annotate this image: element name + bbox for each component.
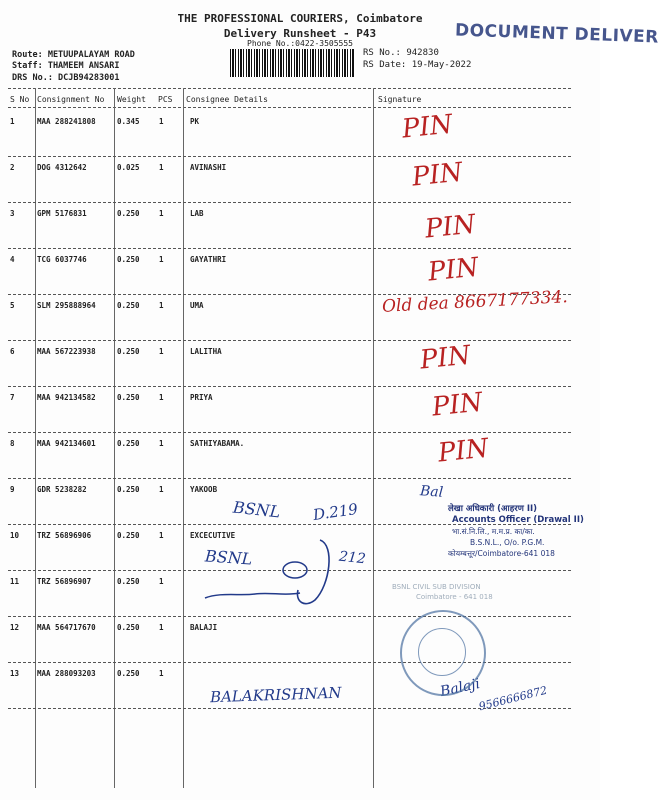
cell-consignment-no: TRZ 56896907 (37, 577, 92, 586)
row-rule (8, 156, 571, 157)
rs-number: RS No.: 942830 (363, 48, 439, 58)
cell-consignment-no: DOG 4312642 (37, 163, 87, 172)
cell-sno: 6 (10, 347, 15, 356)
runsheet-title: Delivery Runsheet - P43 (223, 27, 377, 40)
cell-consignee: AVINASHI (190, 163, 227, 172)
cell-sno: 13 (10, 669, 20, 678)
cell-weight: 0.250 (117, 301, 140, 310)
round-seal (400, 610, 486, 696)
cell-consignment-no: TRZ 56896906 (37, 531, 92, 540)
col-divider (183, 88, 184, 788)
cell-sno: 12 (10, 623, 20, 632)
cell-consignee: YAKOOB (190, 485, 218, 494)
stamp-officer-english: Accounts Officer (Drawal II) (452, 515, 584, 525)
cell-pcs: 1 (159, 163, 164, 172)
cell-weight: 0.250 (117, 439, 140, 448)
cell-weight: 0.250 (117, 209, 140, 218)
handwriting-phone-13: 9566666872 (477, 683, 549, 714)
row-rule (8, 202, 571, 203)
signature-13: Balaji (438, 675, 482, 701)
row-rule (8, 386, 571, 387)
row-rule (8, 248, 571, 249)
cell-consignment-no: MAA 288093203 (37, 669, 96, 678)
row-rule (8, 478, 571, 479)
cell-sno: 9 (10, 485, 15, 494)
cell-weight: 0.250 (117, 485, 140, 494)
cell-pcs: 1 (159, 439, 164, 448)
stamp-bsnl-line2: Coimbatore - 641 018 (416, 593, 493, 601)
signature-4: PIN (426, 252, 480, 288)
col-header-pcs: PCS (158, 95, 173, 104)
cell-sno: 4 (10, 255, 15, 264)
cell-consignment-no: MAA 567223938 (37, 347, 96, 356)
document-delivery-stamp: DOCUMENT DELIVER (454, 20, 659, 48)
handwriting-bsnl-2: BSNL (204, 546, 253, 569)
signature-5: Old dea 8667177334. (381, 287, 569, 317)
stamp-officer-line5: कोयम्बत्तूर/Coimbatore-641 018 (448, 549, 555, 558)
cell-weight: 0.250 (117, 531, 140, 540)
col-divider (373, 88, 374, 788)
col-header-signature: Signature (378, 95, 422, 104)
signature-1: PIN (400, 109, 454, 145)
cell-consignment-no: MAA 288241808 (37, 117, 96, 126)
cell-weight: 0.250 (117, 393, 140, 402)
cell-pcs: 1 (159, 485, 164, 494)
cell-sno: 1 (10, 117, 15, 126)
col-divider (35, 88, 36, 788)
cell-pcs: 1 (159, 393, 164, 402)
handwriting-d219: D.219 (311, 499, 359, 525)
cell-pcs: 1 (159, 347, 164, 356)
stamp-bsnl-line1: BSNL CIVIL SUB DIVISION (392, 583, 481, 591)
stamp-officer-line3: भा.सं.नि.लि., म.म.प्र. का/का. (452, 527, 535, 536)
cell-weight: 0.250 (117, 347, 140, 356)
handwriting-bsnl-1: BSNL (232, 497, 282, 522)
cell-consignee: EXCECUTIVE (190, 531, 236, 540)
cell-consignment-no: MAA 564717670 (37, 623, 96, 632)
table-top-rule (8, 88, 571, 89)
cell-consignment-no: TCG 6037746 (37, 255, 87, 264)
cell-consignee: UMA (190, 301, 204, 310)
col-header-consignment: Consignment No (37, 95, 105, 104)
cell-sno: 7 (10, 393, 15, 402)
cell-pcs: 1 (159, 301, 164, 310)
cell-pcs: 1 (159, 577, 164, 586)
signature-3: PIN (423, 209, 477, 245)
cell-consignment-no: GPM 5176831 (37, 209, 87, 218)
cell-consignee: SATHIYABAMA. (190, 439, 245, 448)
barcode (230, 49, 355, 77)
cell-pcs: 1 (159, 669, 164, 678)
cell-consignee: LAB (190, 209, 204, 218)
cell-weight: 0.250 (117, 577, 140, 586)
cell-sno: 5 (10, 301, 15, 310)
staff-label: Staff: THAMEEM ANSARI (12, 61, 120, 71)
cell-weight: 0.250 (117, 623, 140, 632)
signature-8: PIN (436, 433, 490, 469)
cell-weight: 0.025 (117, 163, 140, 172)
cell-pcs: 1 (159, 623, 164, 632)
cell-consignment-no: MAA 942134582 (37, 393, 96, 402)
cell-sno: 11 (10, 577, 20, 586)
row-rule (8, 662, 571, 663)
col-divider (114, 88, 115, 788)
cell-weight: 0.345 (117, 117, 140, 126)
scribble-drawing (200, 530, 380, 615)
rs-date: RS Date: 19-May-2022 (363, 60, 472, 70)
cell-pcs: 1 (159, 209, 164, 218)
cell-consignment-no: GDR 5238282 (37, 485, 87, 494)
header-rule (8, 107, 571, 108)
col-header-consignee: Consignee Details (186, 95, 268, 104)
handwriting-212: 212 (338, 548, 367, 568)
cell-consignee: PK (190, 117, 200, 126)
cell-sno: 8 (10, 439, 15, 448)
company-title: THE PROFESSIONAL COURIERS, Coimbatore (177, 12, 423, 25)
stamp-officer-hindi: लेखा अधिकारी (आहरण II) (448, 504, 538, 514)
signature-6: PIN (418, 340, 472, 376)
cell-pcs: 1 (159, 117, 164, 126)
cell-consignee: BALAJI (190, 623, 218, 632)
cell-consignment-no: MAA 942134601 (37, 439, 96, 448)
col-header-weight: Weight (117, 95, 146, 104)
cell-sno: 10 (10, 531, 20, 540)
cell-consignee: PRIYA (190, 393, 213, 402)
cell-weight: 0.250 (117, 669, 140, 678)
signature-2: PIN (410, 157, 464, 193)
cell-consignee: LALITHA (190, 347, 222, 356)
stamp-officer-line4: B.S.N.L., O/o. P.G.M. (470, 538, 545, 547)
row-rule (8, 616, 571, 617)
signature-7: PIN (430, 387, 484, 423)
cell-pcs: 1 (159, 255, 164, 264)
cell-weight: 0.250 (117, 255, 140, 264)
route-label: Route: METUUPALAYAM ROAD (12, 50, 135, 60)
drs-number: DRS No.: DCJB94283001 (12, 73, 120, 83)
cell-consignment-no: SLM 295888964 (37, 301, 96, 310)
cursive-signature-9: Bal (419, 483, 444, 501)
cell-consignee: GAYATHRI (190, 255, 227, 264)
handwriting-balakrishnan: BALAKRISHNAN (209, 683, 342, 707)
cell-pcs: 1 (159, 531, 164, 540)
cell-sno: 2 (10, 163, 15, 172)
col-header-sno: S No (10, 95, 30, 104)
row-rule (8, 340, 571, 341)
phone-number: Phone No.:0422-3505555 (247, 39, 353, 48)
cell-sno: 3 (10, 209, 15, 218)
